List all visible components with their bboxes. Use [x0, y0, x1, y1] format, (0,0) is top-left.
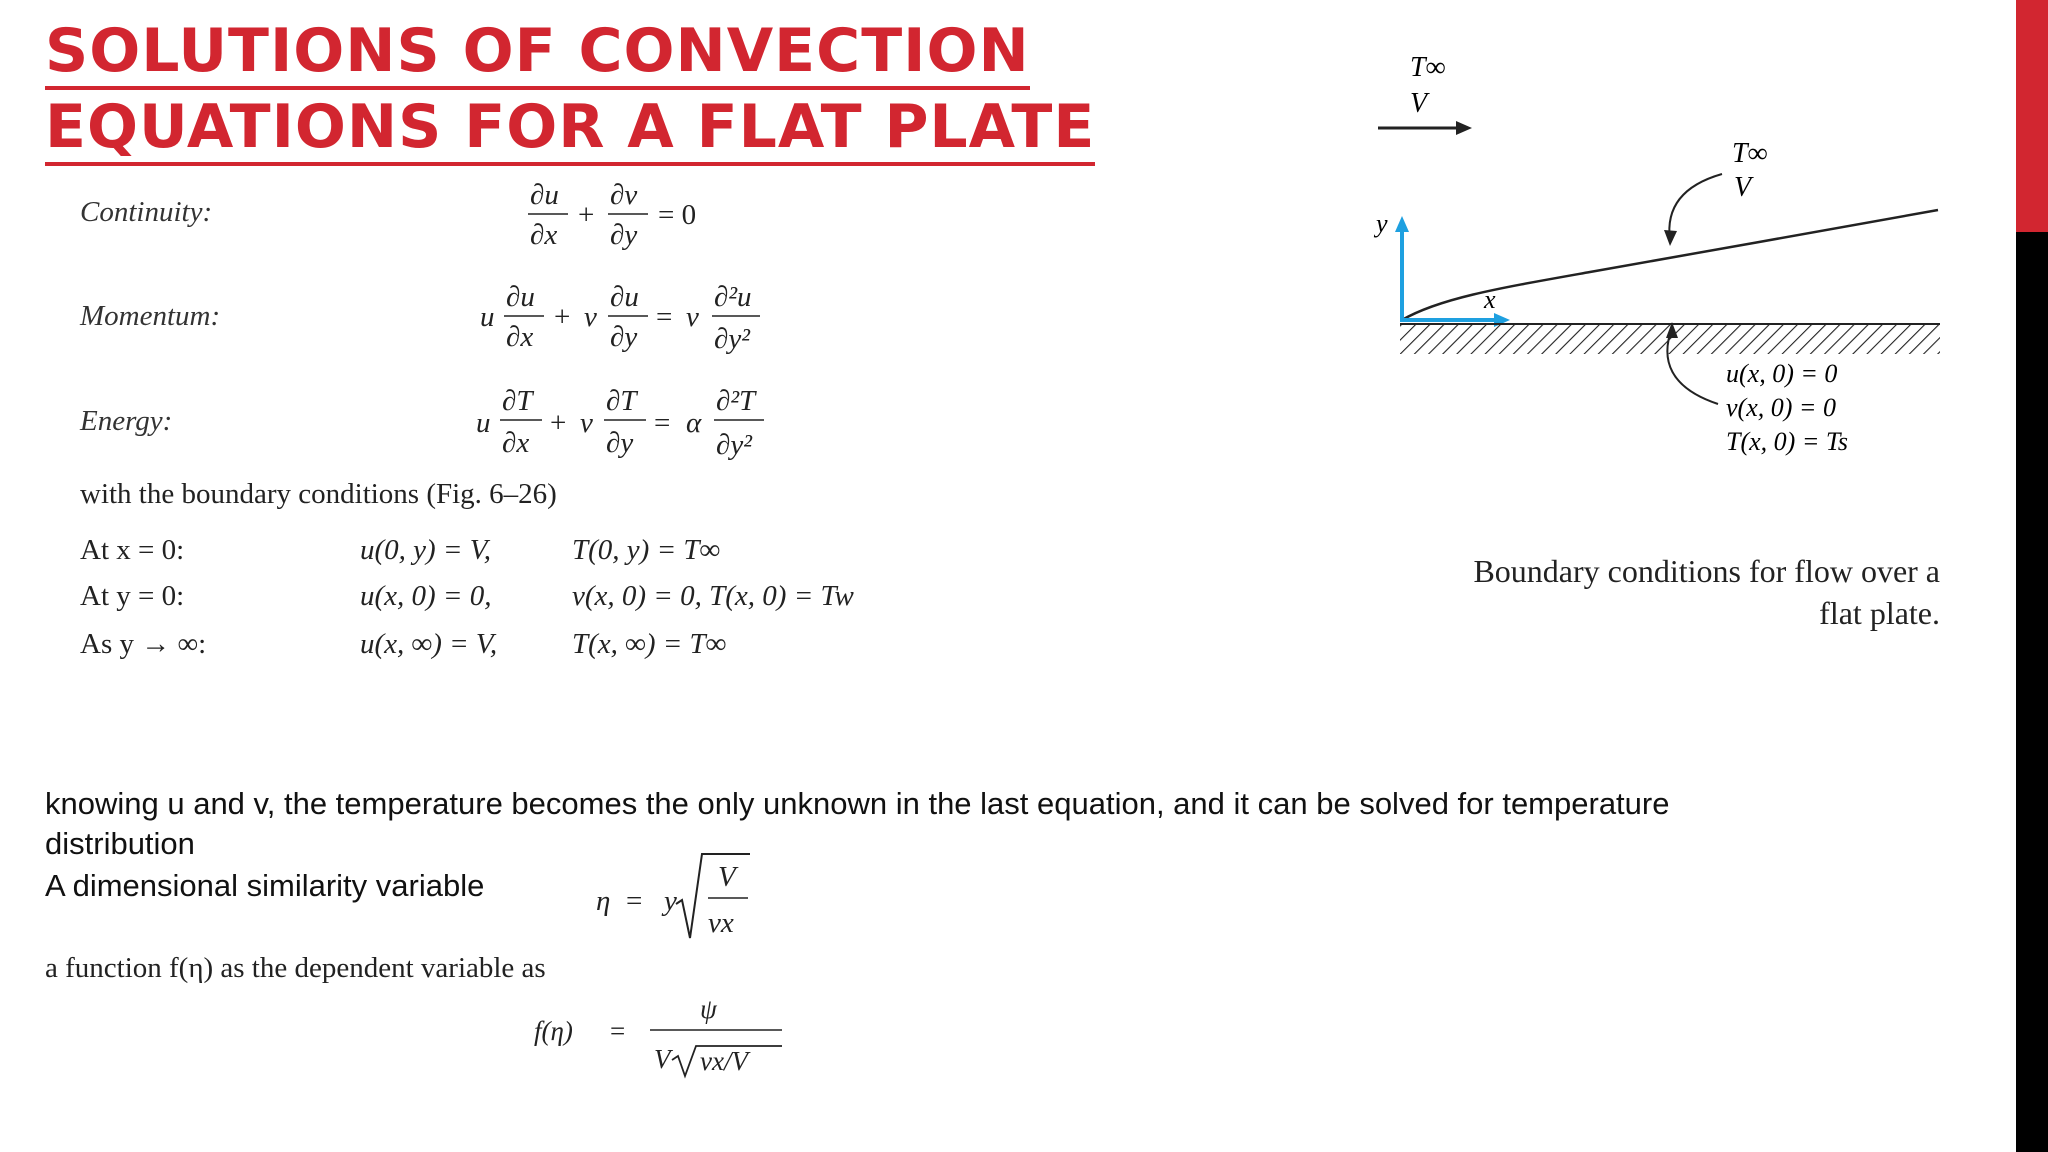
- continuity-equation: [528, 179, 696, 251]
- svg-text:ψ: ψ: [700, 994, 717, 1024]
- svg-text:f(η): f(η): [534, 1016, 573, 1046]
- caption-line-2: flat plate.: [1819, 595, 1940, 631]
- function-line: a function f(η) as the dependent variable as: [45, 952, 546, 984]
- title-line-2: EQUATIONS FOR A FLAT PLATE: [45, 92, 1095, 166]
- svg-text:=: =: [656, 301, 673, 333]
- svg-text:∂y: ∂y: [610, 219, 638, 251]
- svg-text:=: =: [626, 885, 643, 917]
- svg-text:∂T: ∂T: [606, 385, 637, 417]
- free-stream-T-label: T∞: [1410, 52, 1446, 83]
- continuity-label: Continuity:: [80, 196, 213, 228]
- svg-text:∂y: ∂y: [606, 427, 634, 459]
- svg-text:+: +: [578, 199, 595, 231]
- svg-text:+: +: [550, 407, 567, 439]
- bc-condition-2: At y = 0:: [80, 580, 185, 612]
- y-axis-label: y: [1376, 209, 1388, 238]
- f-eta-equation: [530, 994, 800, 1094]
- svg-text:∂T: ∂T: [502, 385, 533, 417]
- svg-text:∂y²: ∂y²: [714, 323, 750, 355]
- wall-v-label: v(x, 0) = 0: [1726, 393, 1836, 422]
- bc-row3-c2: T(x, ∞) = T∞: [572, 628, 727, 660]
- governing-equations: [460, 170, 820, 490]
- svg-text:v: v: [580, 407, 593, 439]
- knowing-line-2: distribution: [45, 826, 195, 861]
- svg-text:=: =: [654, 407, 671, 439]
- svg-text:∂u: ∂u: [506, 281, 535, 313]
- svg-text:∂u: ∂u: [610, 281, 639, 313]
- flat-plate-figure: [1360, 40, 1950, 480]
- edge-T-label: T∞: [1732, 138, 1768, 169]
- svg-text:u: u: [480, 301, 495, 333]
- svg-text:V: V: [654, 1044, 671, 1074]
- title-line-1: SOLUTIONS OF CONVECTION: [45, 16, 1030, 90]
- svg-text:∂y²: ∂y²: [716, 429, 752, 461]
- free-stream-arrow-icon: [1378, 121, 1472, 135]
- svg-text:∂v: ∂v: [610, 179, 638, 211]
- svg-text:η: η: [596, 885, 611, 917]
- svg-text:v: v: [686, 301, 699, 333]
- bc-row1-c1: u(0, y) = V,: [360, 534, 491, 566]
- svg-text:νx/V: νx/V: [700, 1046, 748, 1076]
- caption-line-1: Boundary conditions for flow over a: [1473, 553, 1940, 589]
- svg-text:∂x: ∂x: [506, 321, 534, 353]
- edge-pointer-icon: [1669, 174, 1722, 240]
- y-axis-arrow-icon: [1395, 216, 1409, 322]
- bc-condition-3: As y → ∞:: [80, 628, 207, 660]
- bc-condition-1: At x = 0:: [80, 534, 185, 566]
- svg-text:α: α: [686, 407, 702, 439]
- bc-row3-c1: u(x, ∞) = V,: [360, 628, 498, 660]
- slide-title: [45, 14, 1145, 166]
- svg-text:v: v: [584, 301, 597, 333]
- knowing-line-1: knowing u and v, the temperature becomes the only unknown in the last equation, and it can be solved for temperature: [45, 786, 1670, 821]
- accent-bar-black: [2016, 232, 2048, 1152]
- svg-text:+: +: [554, 301, 571, 333]
- svg-text:u: u: [476, 407, 491, 439]
- svg-text:=: =: [610, 1016, 626, 1046]
- boundary-intro: with the boundary conditions (Fig. 6–26): [80, 478, 557, 510]
- svg-text:∂x: ∂x: [502, 427, 530, 459]
- accent-bar-red: [2016, 0, 2048, 232]
- svg-text:∂x: ∂x: [530, 219, 558, 251]
- bc-row2-c1: u(x, 0) = 0,: [360, 580, 492, 612]
- bc-row2-c2: v(x, 0) = 0, T(x, 0) = Tw: [572, 580, 854, 612]
- svg-text:∂²T: ∂²T: [716, 385, 756, 417]
- energy-equation: [476, 385, 764, 461]
- svg-text:νx: νx: [708, 907, 734, 939]
- svg-text:∂²u: ∂²u: [714, 281, 752, 313]
- wall-u-label: u(x, 0) = 0: [1726, 359, 1838, 388]
- svg-text:V: V: [718, 861, 736, 893]
- energy-label: Energy:: [80, 405, 173, 437]
- similarity-label: A dimensional similarity variable: [45, 868, 485, 903]
- free-stream-V-label: V: [1410, 88, 1428, 119]
- svg-text:∂y: ∂y: [610, 321, 638, 353]
- eta-equation: [590, 848, 760, 948]
- momentum-equation: [480, 281, 760, 355]
- wall-T-label: T(x, 0) = Ts: [1726, 427, 1849, 456]
- x-axis-label: x: [1484, 285, 1496, 314]
- momentum-label: Momentum:: [80, 300, 221, 332]
- svg-text:= 0: = 0: [658, 199, 697, 231]
- figure-caption: [1380, 550, 1940, 634]
- svg-text:∂u: ∂u: [530, 179, 559, 211]
- svg-text:y: y: [664, 885, 677, 917]
- edge-V-label: V: [1734, 172, 1752, 203]
- bc-row1-c2: T(0, y) = T∞: [572, 534, 721, 566]
